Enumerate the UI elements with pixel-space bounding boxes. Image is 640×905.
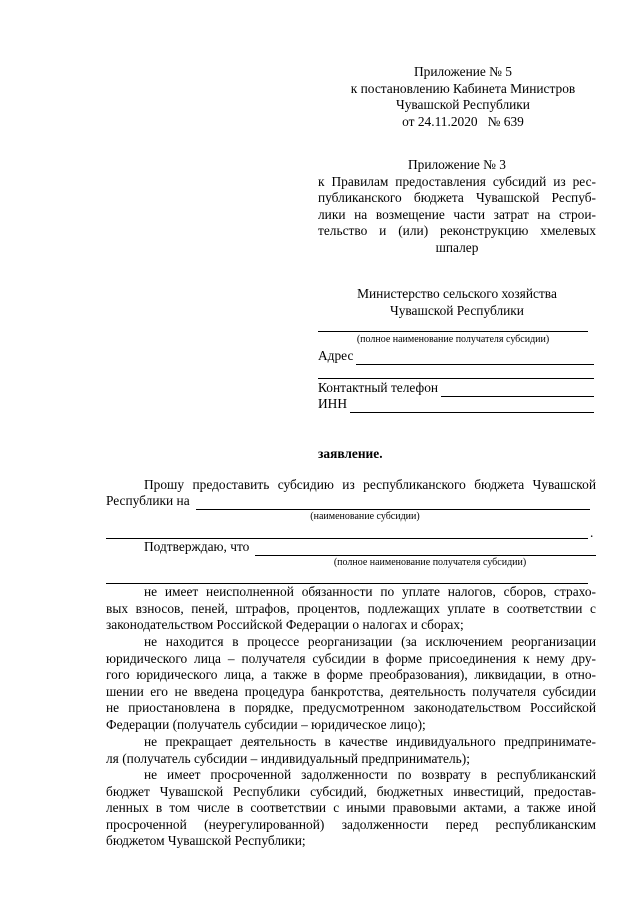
phone-row — [318, 380, 594, 397]
clause-line: не имеет просроченной задолженности по возврату в республиканский — [144, 767, 596, 782]
clause-line: не прекращает деятельность в качестве индивидуального предпринимате- — [144, 734, 596, 749]
appendix3-number: Приложение № 3 — [407, 157, 507, 172]
appendix5-date: от 24.11.2020 № 639 — [402, 113, 524, 129]
clause-line: ленных в том числе в соответствии с иными правовыми актами, а также иной — [106, 800, 596, 816]
request-line1: Прошу предоставить субсидию из республиканского бюджета Чувашской — [144, 477, 596, 492]
clause-line: юридического лица – получателя субсидии в форме присоединения к нему дру- — [106, 650, 596, 666]
confirm-label: Подтверждаю, что — [144, 539, 250, 554]
address-row — [318, 348, 594, 365]
subsidy-name-caption: (наименование субсидии) — [310, 511, 420, 522]
appendix3-line: к Правилам предоставления субсидий из рес- — [318, 173, 596, 189]
request-line2 — [106, 493, 590, 510]
recipient-republic: Чувашской Республики — [390, 302, 524, 318]
confirm-row — [144, 539, 596, 556]
appendix3-line: тельство и (или) реконструкцию хмелевых — [318, 223, 596, 239]
appendix3-line: шпалер — [435, 239, 479, 255]
inn-field[interactable] — [350, 399, 594, 413]
clause-no-tax-debt — [106, 584, 596, 634]
clause-line: законодательством Российской Федерации о налогах и сборах; — [106, 617, 464, 633]
phone-label: Контактный телефон — [318, 380, 439, 395]
address-label: Адрес — [318, 348, 354, 363]
inn-label: ИНН — [318, 396, 348, 411]
clause-line: бюджет Чувашской Республики субсидий, бюджетных инвестиций, предостав- — [106, 783, 596, 799]
clause-line: бюджетом Чувашской Республики; — [106, 833, 306, 849]
recipient-ministry: Министерство сельского хозяйства — [357, 286, 557, 301]
clause-line: не имеет неисполненной обязанности по уплате налогов, сборов, страхо- — [144, 584, 596, 599]
appendix3-line: публиканского бюджета Чувашской Респуб- — [318, 190, 596, 206]
appendix3-header — [318, 157, 596, 257]
request-line2-label: Республики на — [106, 493, 190, 508]
document-title: заявление. — [318, 446, 383, 461]
address-field-extra[interactable] — [318, 378, 594, 379]
clause-line: ля (получатель субсидии – индивидуальный предприниматель); — [106, 750, 470, 766]
clause-line: гого юридического лица, а также в форме преобразования), ликвидации, в отно- — [106, 667, 596, 683]
request-end-dot: . — [590, 525, 594, 540]
clause-no-termination — [106, 734, 596, 767]
clause-line: не находится в процессе реорганизации (за исключением реорганизации — [144, 634, 596, 649]
applicant-name-caption: (полное наименование получателя субсидии) — [356, 334, 550, 345]
clause-line: просроченной (неурегулированной) задолженности перед республиканским — [106, 816, 596, 832]
appendix5-republic: Чувашской Республики — [396, 97, 530, 113]
confirm-recipient-field[interactable] — [255, 542, 596, 556]
subsidy-name-field[interactable] — [196, 496, 590, 510]
appendix5-header — [318, 64, 608, 130]
confirm-caption: (полное наименование получателя субсидии) — [333, 557, 527, 568]
clause-line: Федерации (получатель субсидии – юридическое лицо); — [106, 716, 426, 732]
clause-no-overdue-debt — [106, 767, 596, 850]
phone-field[interactable] — [441, 383, 594, 397]
clause-line: не приостановлена в порядке, предусмотренном законодательством Российской — [106, 700, 596, 716]
clause-line: вых взносов, пеней, штрафов, процентов, подлежащих уплате в соответствии с — [106, 600, 596, 616]
clause-line: шении его не введена процедура банкротства, деятельность получателя субсидии — [106, 683, 596, 699]
appendix5-number: Приложение № 5 — [413, 64, 513, 79]
address-field[interactable] — [356, 351, 594, 365]
recipient-block — [318, 286, 596, 319]
applicant-name-field[interactable] — [318, 331, 588, 332]
appendix5-resolution: к постановлению Кабинета Министров — [350, 80, 576, 96]
inn-row — [318, 396, 594, 413]
clause-no-reorganization — [106, 634, 596, 734]
appendix3-line: лики на возмещение части затрат на строи- — [318, 206, 596, 222]
